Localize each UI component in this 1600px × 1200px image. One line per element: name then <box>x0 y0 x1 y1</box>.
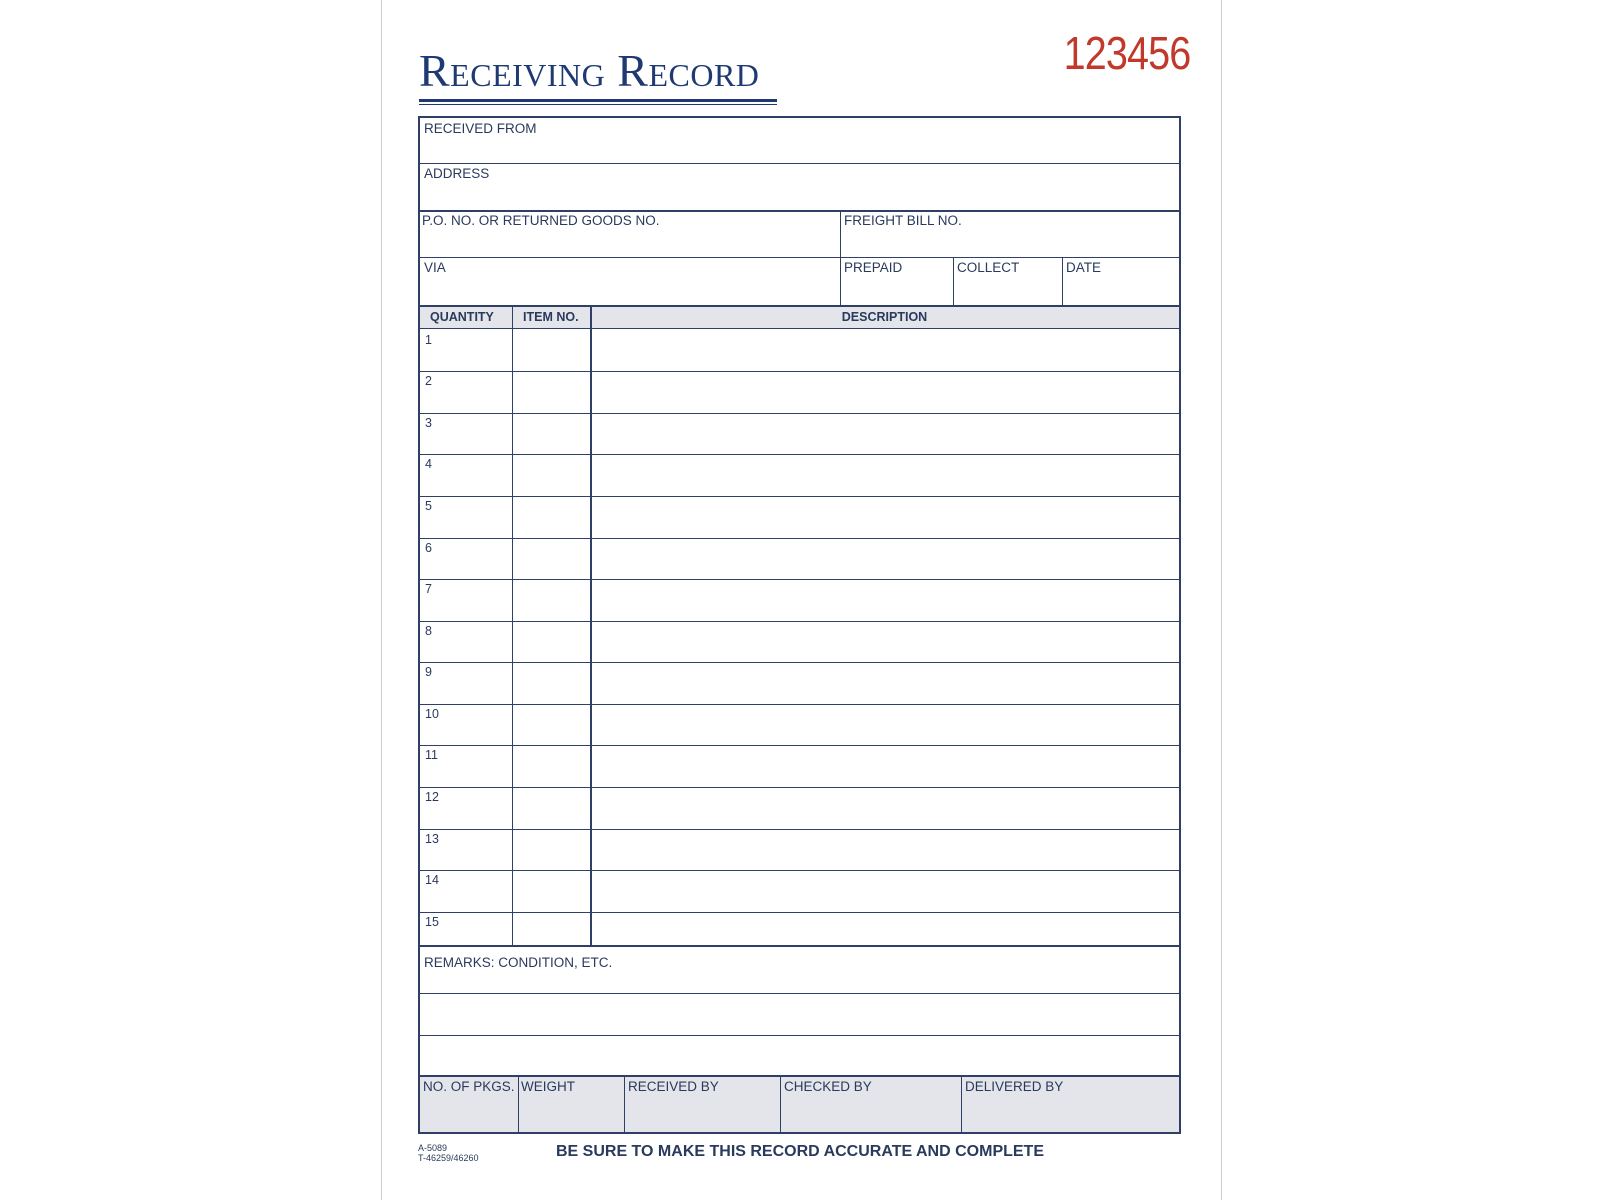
divider <box>420 257 1179 258</box>
divider <box>961 1075 962 1132</box>
divider <box>420 163 1179 164</box>
title-underline <box>419 99 777 102</box>
quantity-header: QUANTITY <box>430 310 494 324</box>
table-row <box>420 745 1179 746</box>
table-row <box>420 704 1179 705</box>
product-code: A-5089 <box>418 1143 448 1153</box>
divider <box>420 1075 1179 1077</box>
column-divider <box>512 305 513 945</box>
bottom-note: BE SURE TO MAKE THIS RECORD ACCURATE AND COMPLETE <box>555 1143 1044 1160</box>
row-number: 12 <box>425 790 439 804</box>
receiving-form <box>418 116 1181 1134</box>
table-row <box>420 579 1179 580</box>
address-label: ADDRESS <box>424 166 490 181</box>
via-label: VIA <box>424 260 446 275</box>
serial-number: 123456 <box>1063 27 1191 79</box>
received-from-label: RECEIVED FROM <box>424 121 537 136</box>
divider <box>624 1075 625 1132</box>
po-number-label: P.O. NO. OR RETURNED GOODS NO. <box>422 213 660 228</box>
divider <box>420 305 1179 307</box>
divider <box>1062 257 1063 305</box>
date-label: DATE <box>1066 260 1102 275</box>
divider <box>518 1075 519 1132</box>
product-code-secondary: T-46259/46260 <box>418 1153 479 1163</box>
table-row <box>420 787 1179 788</box>
table-row <box>420 496 1179 497</box>
title-underline-thin <box>419 104 777 105</box>
prepaid-label: PREPAID <box>844 260 903 275</box>
table-row <box>420 912 1179 913</box>
table-row <box>420 662 1179 663</box>
table-row <box>420 538 1179 539</box>
divider <box>420 945 1179 947</box>
received-by-label: RECEIVED BY <box>628 1079 719 1094</box>
item-no-header: ITEM NO. <box>523 310 579 324</box>
table-row <box>420 454 1179 455</box>
row-number: 10 <box>425 707 439 721</box>
column-divider <box>590 305 592 945</box>
table-row <box>420 371 1179 372</box>
divider <box>420 210 1179 212</box>
remarks-line <box>420 1035 1179 1036</box>
row-number: 8 <box>425 624 432 638</box>
table-row <box>420 621 1179 622</box>
divider <box>953 257 954 305</box>
divider <box>780 1075 781 1132</box>
description-header: DESCRIPTION <box>841 310 928 324</box>
freight-bill-label: FREIGHT BILL NO. <box>844 213 962 228</box>
row-number: 14 <box>425 873 439 887</box>
row-number: 3 <box>425 416 432 430</box>
row-number: 11 <box>425 748 438 762</box>
no-of-pkgs-label: NO. OF PKGS. <box>423 1079 515 1094</box>
row-number: 9 <box>425 665 432 679</box>
weight-label: WEIGHT <box>521 1079 575 1094</box>
row-number: 13 <box>425 832 439 846</box>
row-number: 7 <box>425 582 432 596</box>
delivered-by-label: DELIVERED BY <box>965 1079 1064 1094</box>
row-number: 2 <box>425 374 432 388</box>
row-number: 1 <box>425 333 432 347</box>
collect-label: COLLECT <box>957 260 1020 275</box>
row-number: 5 <box>425 499 432 513</box>
remarks-label: REMARKS: CONDITION, ETC. <box>424 955 613 970</box>
remarks-line <box>420 993 1179 994</box>
row-number: 15 <box>425 915 439 929</box>
table-row <box>420 870 1179 871</box>
checked-by-label: CHECKED BY <box>784 1079 872 1094</box>
row-number: 6 <box>425 541 432 555</box>
row-number: 4 <box>425 457 432 471</box>
table-row <box>420 829 1179 830</box>
table-row <box>420 413 1179 414</box>
form-title: Receiving Record <box>419 45 760 96</box>
